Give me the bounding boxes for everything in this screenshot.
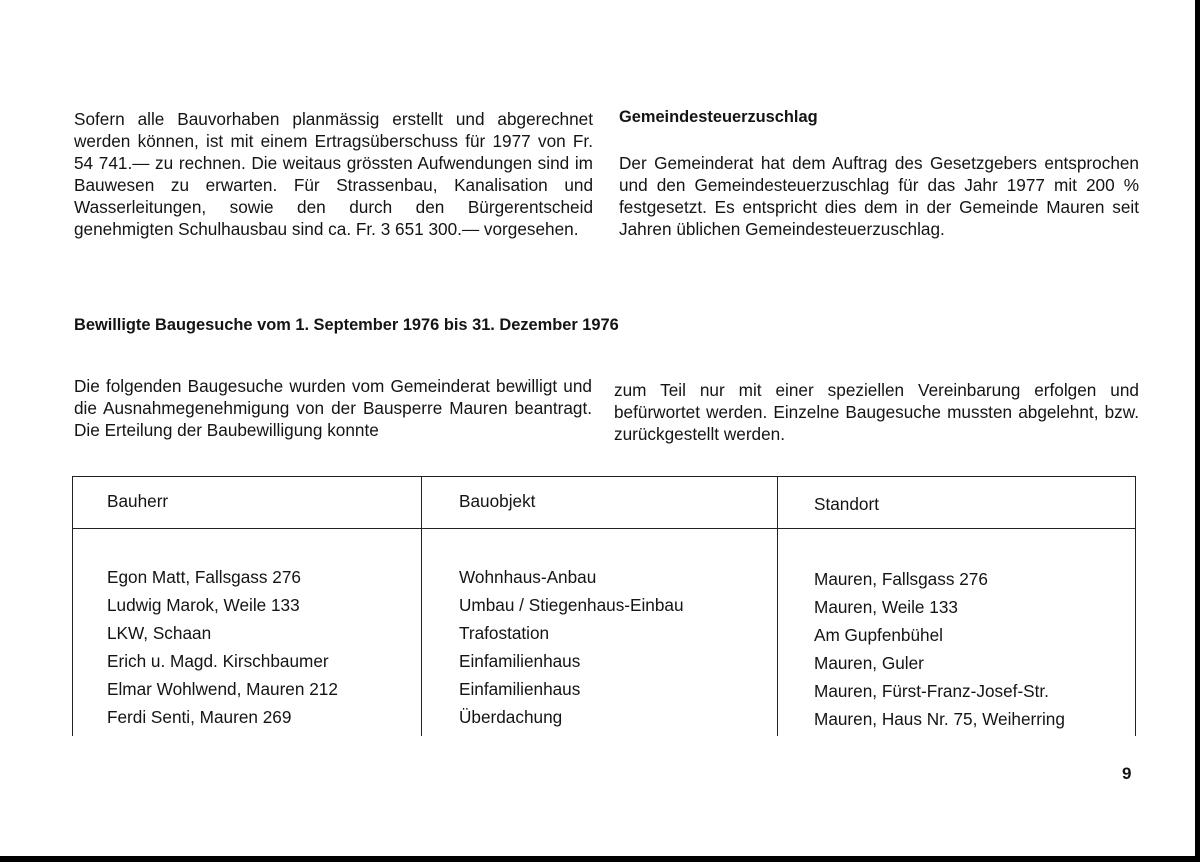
column-standort [814, 568, 1065, 736]
table-cell: Mauren, Fürst-Franz-Josef-Str. [814, 681, 1049, 701]
page-border-right [1195, 0, 1200, 862]
table-cell: LKW, Schaan [107, 623, 212, 643]
table-cell: Mauren, Fallsgass 276 [814, 569, 988, 589]
permits-heading: Bewilligte Baugesuche vom 1. September 1976 bis 31. Dezember 1976 [74, 316, 619, 334]
table-header-rule [73, 528, 1135, 529]
table-cell: Egon Matt, Fallsgass 276 [107, 567, 301, 587]
table-cell: Erich u. Magd. Kirschbaumer [107, 651, 329, 671]
tax-heading: Gemeindesteuerzuschlag [619, 108, 818, 126]
permits-table [72, 476, 1136, 736]
tax-paragraph: Der Gemeinderat hat dem Auftrag des Gesetzgebers entsprochen und den Gemeindesteuerzuschlag für das Jahr 1977 mit 200 % festgesetzt. Es entspricht dies dem in der Gemeinde Mauren seit Jahren üblichen Gemeindesteuerzuschlag. [619, 153, 1139, 239]
table-cell: Mauren, Guler [814, 653, 924, 673]
table-cell: Einfamilienhaus [459, 651, 581, 671]
table-cell: Mauren, Haus Nr. 75, Weiherring [814, 709, 1065, 729]
table-cell: Am Gupfenbühel [814, 625, 943, 645]
table-cell: Überdachung [459, 707, 563, 727]
column-header-bauobjekt: Bauobjekt [459, 491, 536, 511]
table-cell: Elmar Wohlwend, Mauren 212 [107, 679, 338, 699]
column-bauobjekt [459, 566, 684, 734]
table-cell: Einfamilienhaus [459, 679, 581, 699]
page-border-bottom [0, 856, 1200, 862]
table-cell: Umbau / Stiegenhaus-Einbau [459, 595, 684, 615]
intro-paragraph: Sofern alle Bauvorhaben planmässig erstellt und abgerechnet werden können, ist mit einem Ertragsüberschuss für 1977 von Fr. 54 741.— zu rechnen. Die weitaus grössten Aufwendungen sind im Bauwesen zu erwarten. Für Strassenbau, Kanalisation und Wasserleitungen, sowie den durch den Bürgerentscheid genehmigten Schulhausbau sind ca. Fr. 3 651 300.— vorgesehen. [74, 109, 593, 239]
table-cell: Wohnhaus-Anbau [459, 567, 597, 587]
permits-paragraph-right: zum Teil nur mit einer speziellen Vereinbarung erfolgen und befürwortet werden. Einzelne Baugesuche mussten abgelehnt, bzw. zurückgestellt werden. [614, 380, 1139, 444]
table-cell: Ludwig Marok, Weile 133 [107, 595, 300, 615]
table-cell: Trafostation [459, 623, 550, 643]
page-number: 9 [1122, 764, 1132, 783]
permits-paragraph-left: Die folgenden Baugesuche wurden vom Gemeinderat bewilligt und die Ausnahmegenehmigung von der Bausperre Mauren beantragt. Die Erteilung der Baubewilligung konnte [74, 376, 592, 440]
table-column-divider [421, 477, 422, 736]
table-column-divider [777, 477, 778, 736]
table-cell: Ferdi Senti, Mauren 269 [107, 707, 292, 727]
table-cell: Mauren, Weile 133 [814, 597, 958, 617]
column-header-bauherr: Bauherr [107, 491, 169, 511]
column-bauherr [107, 566, 338, 734]
column-header-standort: Standort [814, 494, 879, 514]
